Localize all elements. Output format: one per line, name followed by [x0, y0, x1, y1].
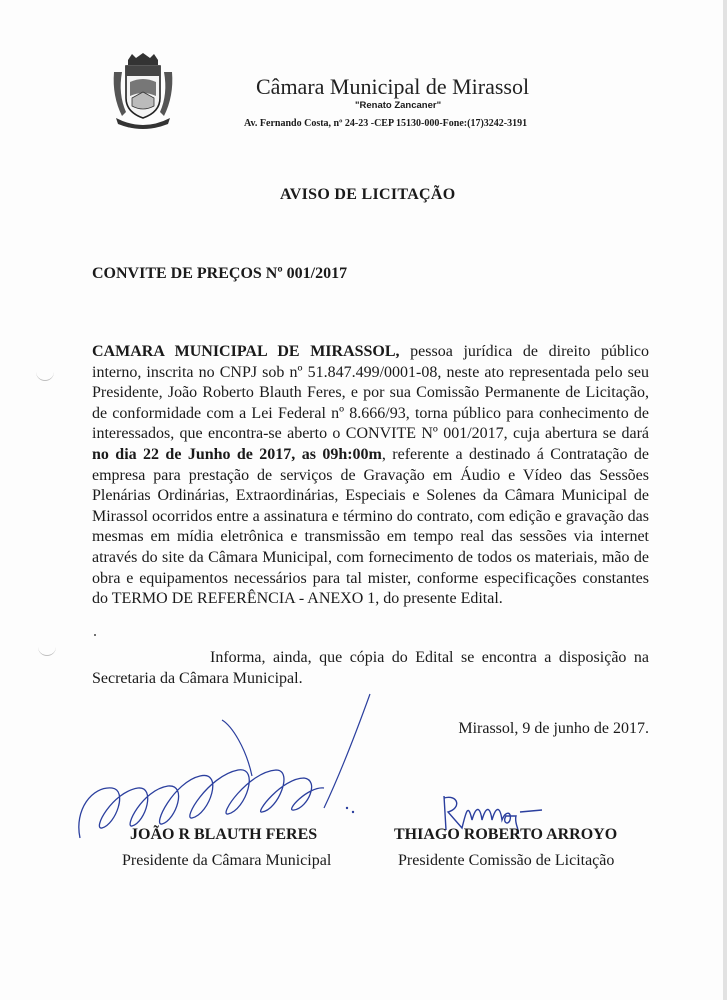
- stray-dot: [94, 634, 96, 636]
- signatory-left-role: Presidente da Câmara Municipal: [122, 852, 332, 869]
- signatory-right-name: THIAGO ROBERTO ARROYO: [394, 826, 618, 843]
- info-text: Informa, ainda, que cópia do Edital se encontra a disposição na Secretaria da Câmara Municipal.: [92, 649, 649, 687]
- scan-edge: [723, 0, 727, 1000]
- organization-address: Av. Fernando Costa, nº 24-23 -CEP 15130-000-Fone:(17)3242-3191: [244, 118, 528, 129]
- opening-date: no dia 22 de Junho de 2017, as 09h:00m: [92, 445, 382, 463]
- main-paragraph: [92, 342, 649, 610]
- punch-hole-mark: [36, 370, 54, 381]
- organization-name: Câmara Municipal de Mirassol: [256, 74, 530, 99]
- paragraph-text-part-2: , referente a destinado á Contratação de empresa para prestação de serviços de Gravação em Áudio e Vídeo das Sessões Plenárias Ordinárias, Extraordinárias, Especiais e Solenes da Câmara Municipal de Mirassol ocorridos entre a assinatura e término do contrato, com edição e gravação das mesmas em mídia eletrônica e transmissão em tempo real das sessões via internet através do site da Câmara Municipal, com fornecimento de todos os materiais, mão de obra e equipamentos necessários para tal mister, conforme especificações constantes do TERMO DE REFERÊNCIA - ANEXO 1, do presente Edital.: [92, 445, 649, 608]
- coat-of-arms-icon: [110, 52, 176, 132]
- info-paragraph: [92, 648, 649, 689]
- document-subtitle: CONVITE DE PREÇOS Nº 001/2017: [92, 265, 348, 282]
- signatory-right-role: Presidente Comissão de Licitação: [398, 852, 615, 869]
- organization-patron: "Renato Zancaner": [355, 100, 442, 111]
- document-title: AVISO DE LICITAÇÃO: [280, 186, 456, 203]
- signatory-left-name: JOÃO R BLAUTH FERES: [130, 826, 318, 843]
- paragraph-text-part-1: pessoa jurídica de direito público interno, inscrita no CNPJ sob nº 51.847.499/0001-08, neste ato representada pelo seu Presidente, João Roberto Blauth Feres, e por sua Comissão Permanente de Licitação, de conformidade com a Lei Federal nº 8.666/93, torna público para conhecimento de interessados, que encontra-se aberto o CONVITE Nº 001/2017, cuja abertura se dará: [92, 343, 650, 443]
- entity-name: CAMARA MUNICIPAL DE MIRASSOL,: [92, 343, 400, 360]
- date-line: Mirassol, 9 de junho de 2017.: [458, 720, 649, 737]
- punch-hole-mark: [38, 645, 56, 656]
- signature-left: [72, 690, 372, 840]
